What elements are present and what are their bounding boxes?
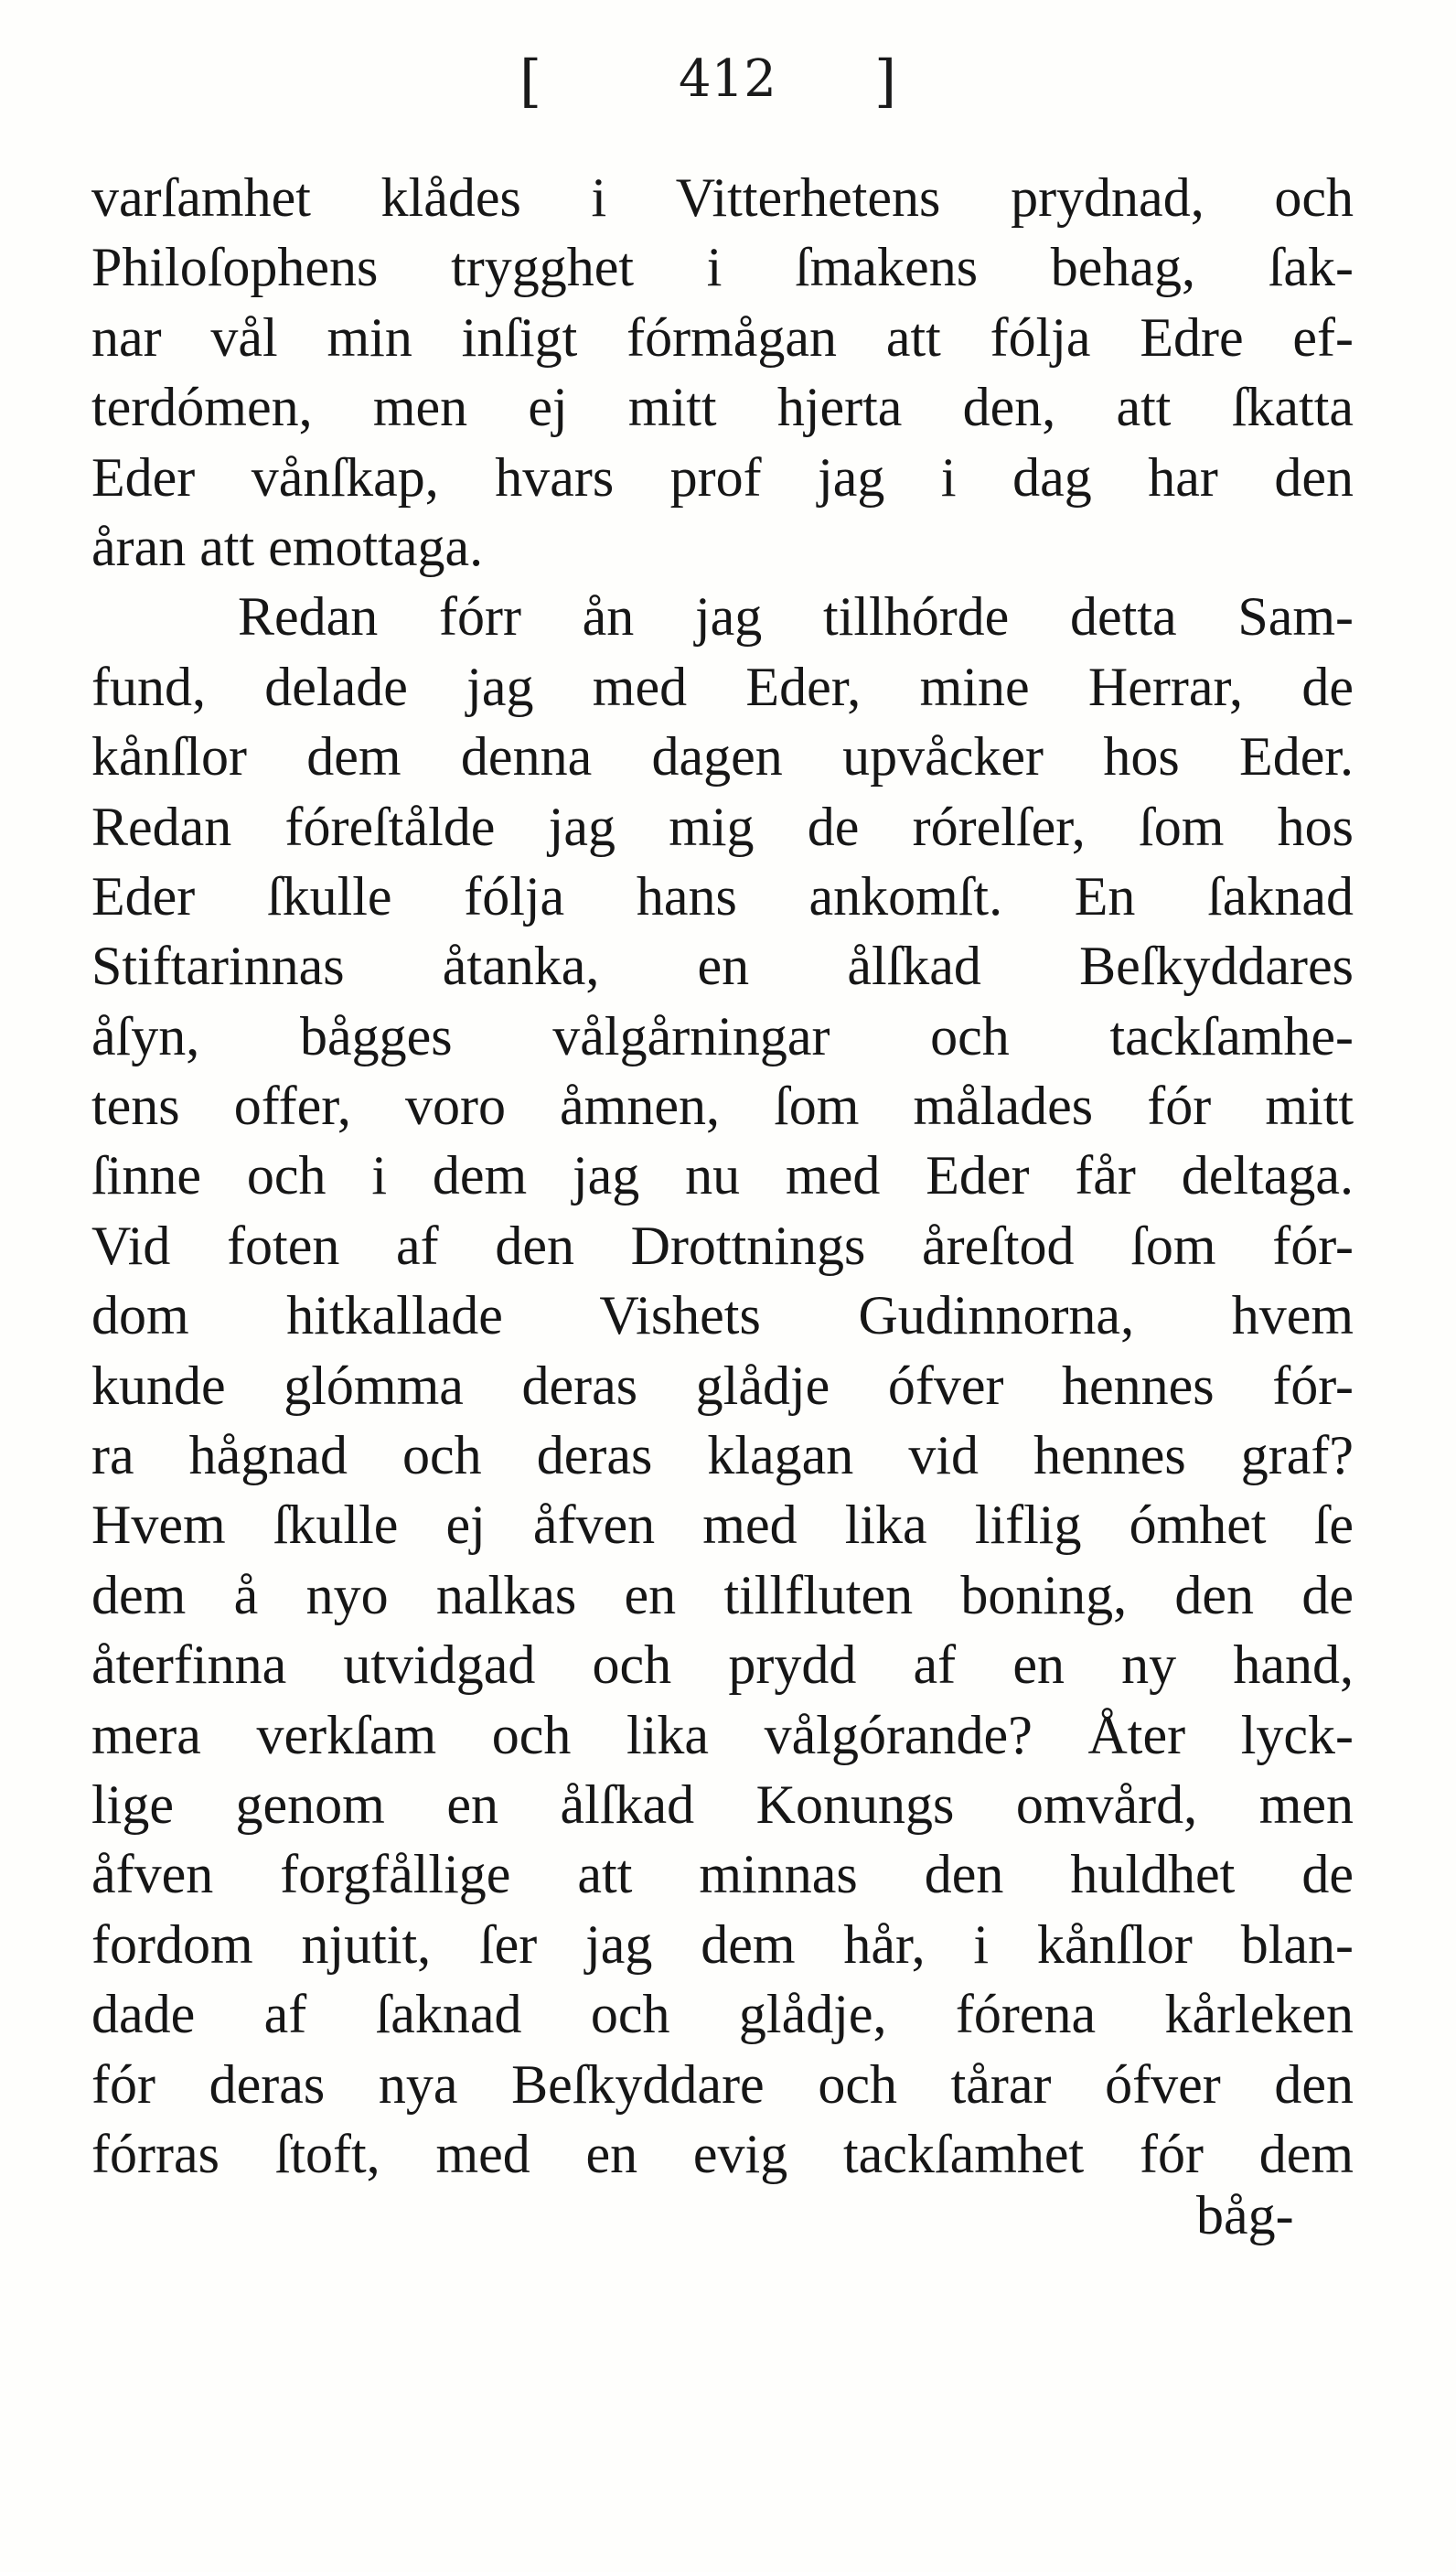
- text-line: Redan fórr ån jag tillhórde detta Sam-: [238, 586, 1354, 648]
- page-number: 412: [679, 49, 776, 109]
- text-line: fórras ſtoft, med en evig tackſamhet fór dem: [91, 2123, 1354, 2184]
- text-line: åfven forgfållige att minnas den huldhet de: [91, 1844, 1354, 1905]
- text-line: mera verkſam och lika vålgórande? Åter lyck-: [91, 1704, 1354, 1765]
- text-line: lige genom en ålſkad Konungs omvård, men: [91, 1774, 1354, 1835]
- text-line: dom hitkallade Vishets Gudinnorna, hvem: [91, 1285, 1354, 1346]
- text-line: återfinna utvidgad och prydd af en ny hand,: [91, 1634, 1354, 1696]
- text-line: kånſlor dem denna dagen upvåcker hos Eder.: [91, 726, 1354, 788]
- text-line: Stiftarinnas åtanka, en ålſkad Beſkyddares: [91, 936, 1354, 997]
- text-line: Vid foten af den Drottnings åreſtod ſom fór-: [91, 1215, 1354, 1276]
- text-line: åran att emottaga.: [91, 516, 484, 577]
- text-line: tens offer, voro åmnen, ſom målades fór mitt: [91, 1076, 1354, 1137]
- text-line: nar vål min inſigt fórmågan att fólja Edre ef-: [91, 306, 1354, 368]
- text-line: kunde glómma deras glådje ófver hennes fór-: [91, 1355, 1354, 1416]
- header-bracket-right: ]: [874, 48, 897, 114]
- text-line: fund, delade jag med Eder, mine Herrar, de: [91, 656, 1354, 717]
- text-line: Eder vånſkap, hvars prof jag i dag har den: [91, 446, 1354, 508]
- body-text: [91, 163, 1354, 2189]
- page-header: [0, 48, 1456, 121]
- text-line: åſyn, bågges vålgårningar och tackſamhe-: [91, 1005, 1354, 1066]
- text-line: ra hågnad och deras klagan vid hennes graf?: [91, 1425, 1354, 1486]
- text-line: dade af ſaknad och glådje, fórena kårleken: [91, 1984, 1354, 2045]
- text-line: ſinne och i dem jag nu med Eder får deltaga.: [91, 1145, 1354, 1206]
- text-line: Hvem ſkulle ej åfven med lika liflig ómhet ſe: [91, 1495, 1354, 1556]
- text-line: Philoſophens trygghet i ſmakens behag, ſak-: [91, 237, 1354, 298]
- text-line: fór deras nya Beſkyddare och tårar ófver den: [91, 2053, 1354, 2115]
- header-bracket-left: [: [519, 48, 542, 114]
- text-line: dem å nyo nalkas en tillfluten boning, den de: [91, 1564, 1354, 1625]
- catchword: båg-: [1196, 2185, 1294, 2245]
- text-line: Eder ſkulle fólja hans ankomſt. En ſaknad: [91, 865, 1354, 927]
- text-line: terdómen, men ej mitt hjerta den, att ſkatta: [91, 377, 1354, 438]
- text-line: Redan fóreſtålde jag mig de rórelſer, ſom hos: [91, 796, 1354, 857]
- text-line: varſamhet klådes i Vitterhetens prydnad, och: [91, 167, 1354, 228]
- text-line: fordom njutit, ſer jag dem hår, i kånſlor blan-: [91, 1913, 1354, 1975]
